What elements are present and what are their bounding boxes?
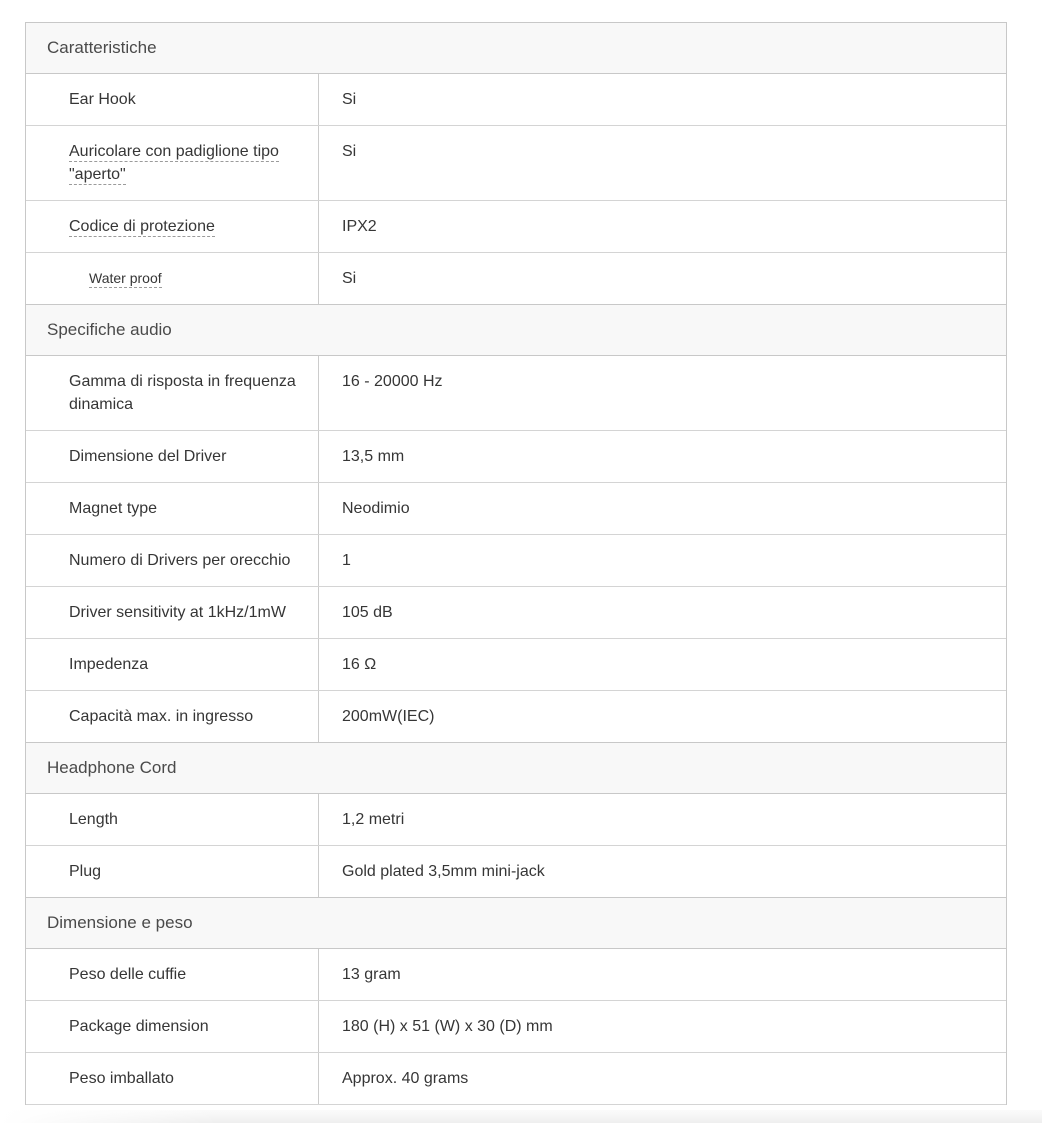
spec-label-cell [26, 846, 319, 897]
spec-label: Length [69, 811, 118, 828]
section-rows [25, 74, 1007, 305]
section-header [25, 897, 1007, 949]
section-header [25, 304, 1007, 356]
spec-row [26, 794, 1006, 846]
spec-label: Gamma di risposta in frequenza dinamica [69, 373, 296, 413]
spec-row [26, 431, 1006, 483]
spec-value-cell [319, 483, 1006, 534]
spec-value-cell [319, 535, 1006, 586]
spec-value: 105 dB [342, 604, 393, 621]
spec-label: Numero di Drivers per orecchio [69, 552, 291, 569]
spec-value: Si [342, 91, 357, 108]
spec-row [26, 1053, 1006, 1105]
section-rows [25, 949, 1007, 1105]
spec-row [26, 846, 1006, 898]
spec-label: Dimensione del Driver [69, 448, 227, 465]
spec-section [25, 304, 1007, 743]
spec-value-cell [319, 846, 1006, 897]
spec-value: 1 [342, 552, 351, 569]
spec-row [26, 587, 1006, 639]
spec-label-cell [26, 639, 319, 690]
spec-value: 1,2 metri [342, 811, 405, 828]
spec-value-cell [319, 1001, 1006, 1052]
spec-value: Si [342, 270, 357, 287]
spec-row [26, 126, 1006, 201]
spec-value-cell [319, 431, 1006, 482]
spec-label-cell [26, 126, 319, 200]
spec-value: 13,5 mm [342, 448, 405, 465]
section-header [25, 22, 1007, 74]
spec-value-cell [319, 253, 1006, 304]
spec-label: Peso delle cuffie [69, 966, 187, 983]
spec-value-cell [319, 639, 1006, 690]
spec-value-cell [319, 691, 1006, 742]
spec-value: IPX2 [342, 218, 377, 235]
spec-row [26, 201, 1006, 253]
section-title: Headphone Cord [47, 758, 177, 777]
spec-value: Neodimio [342, 500, 410, 517]
spec-label-cell [26, 356, 319, 430]
spec-value-cell [319, 587, 1006, 638]
spec-label-cell [26, 201, 319, 252]
spec-label-cell [26, 587, 319, 638]
spec-label: Ear Hook [69, 91, 136, 108]
tooltip-term[interactable]: Water proof [89, 270, 162, 286]
spec-value: Approx. 40 grams [342, 1070, 469, 1087]
spec-row [26, 691, 1006, 743]
spec-value-cell [319, 126, 1006, 200]
spec-label-cell [26, 253, 319, 304]
spec-value-cell [319, 794, 1006, 845]
spec-row [26, 1001, 1006, 1053]
section-title: Specifiche audio [47, 320, 172, 339]
spec-label-cell [26, 1001, 319, 1052]
spec-value: 13 gram [342, 966, 401, 983]
spec-value: 180 (H) x 51 (W) x 30 (D) mm [342, 1018, 553, 1035]
spec-label-cell [26, 794, 319, 845]
spec-value-cell [319, 1053, 1006, 1104]
spec-label: Impedenza [69, 656, 149, 673]
next-section-top-edge [0, 1110, 1042, 1123]
spec-value: 16 Ω [342, 656, 377, 673]
spec-label-cell [26, 483, 319, 534]
spec-row [26, 74, 1006, 126]
spec-value: Si [342, 143, 357, 160]
spec-label-cell [26, 535, 319, 586]
section-rows [25, 356, 1007, 743]
spec-section [25, 22, 1007, 305]
spec-row [26, 483, 1006, 535]
spec-label: Peso imballato [69, 1070, 174, 1087]
spec-label-cell [26, 74, 319, 125]
spec-row [26, 253, 1006, 305]
section-title: Dimensione e peso [47, 913, 193, 932]
section-header [25, 742, 1007, 794]
spec-row [26, 949, 1006, 1001]
tooltip-term[interactable]: Codice di protezione [69, 218, 215, 235]
spec-row [26, 535, 1006, 587]
tooltip-term[interactable]: Auricolare con padiglione tipo "aperto" [69, 143, 279, 183]
spec-label: Driver sensitivity at 1kHz/1mW [69, 604, 286, 621]
spec-value: 16 - 20000 Hz [342, 373, 443, 390]
spec-label: Package dimension [69, 1018, 209, 1035]
spec-value-cell [319, 949, 1006, 1000]
section-rows [25, 794, 1007, 898]
spec-value-cell [319, 201, 1006, 252]
spec-value-cell [319, 74, 1006, 125]
spec-label: Magnet type [69, 500, 158, 517]
spec-section [25, 742, 1007, 898]
section-title: Caratteristiche [47, 38, 157, 57]
spec-table [25, 22, 1007, 1105]
spec-value: Gold plated 3,5mm mini-jack [342, 863, 545, 880]
spec-label-cell [26, 691, 319, 742]
spec-row [26, 639, 1006, 691]
spec-label-cell [26, 949, 319, 1000]
spec-label: Capacità max. in ingresso [69, 708, 254, 725]
spec-label: Plug [69, 863, 102, 880]
spec-label-cell [26, 1053, 319, 1104]
spec-row [26, 356, 1006, 431]
spec-value-cell [319, 356, 1006, 430]
spec-value: 200mW(IEC) [342, 708, 435, 725]
spec-label-cell [26, 431, 319, 482]
spec-section [25, 897, 1007, 1105]
